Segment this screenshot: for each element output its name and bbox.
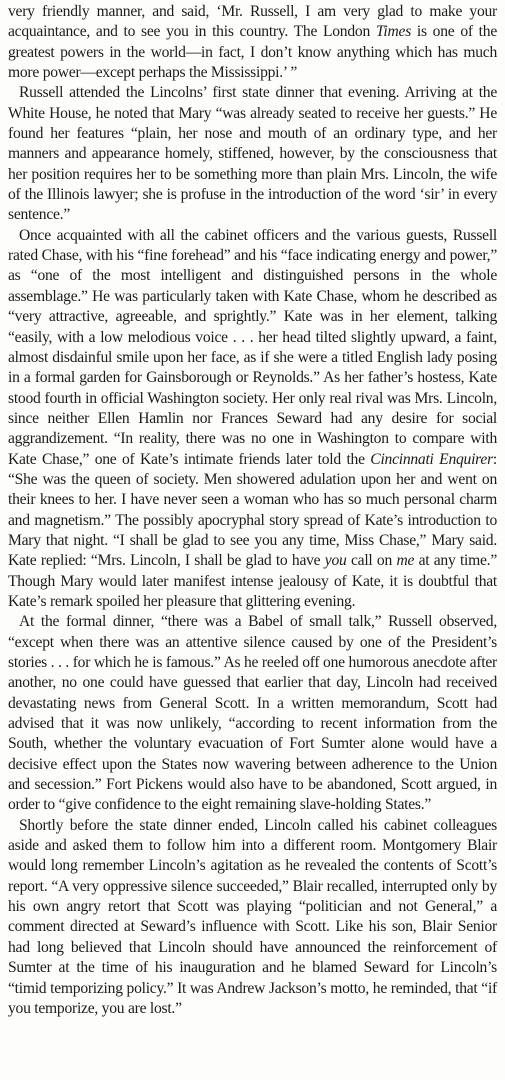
text-run: Russell attended the Lincolns’ first state dinner that evening. Arriving at the White House, he noted that Mary “was already seated to receive her guests.” He found her features “plain, her nose and mouth of an ordinary type, and her manners and appearance homely, stiffened, however, by the consciousness that her position requires her to be something more than plain Mrs. Lincoln, the wife of the Illinois lawyer; she is profuse in the introduction of the word ‘sir’ in every sentence.”	[8, 84, 497, 224]
text-run: is one of the greatest powers in the world—in fact, I don’t know anything which has much more power—except perhaps the Mississippi.’ ”	[8, 23, 497, 82]
italic-title: Times	[375, 23, 412, 41]
italic-emphasis: you	[324, 552, 347, 570]
text-run: : “She was the queen of society. Men showered adulation upon her and went on their knees to her. I have never seen a woman who has so much personal charm and magnetism.” The possibly apocryphal story spread of Kate’s introduction to Mary that night. “I shall be glad to see you any time, Miss Chase,” Mary said. Kate replied: “Mrs. Lincoln, I shall be glad to have	[8, 450, 497, 570]
paragraph-2	[8, 83, 497, 225]
body-text	[8, 2, 497, 1019]
paragraph-4	[8, 612, 497, 815]
text-run: At the formal dinner, “there was a Babel of small talk,” Russell observed, “except when there was an attentive silence caused by one of the President’s stories . . . for which he is famous.” As he reeled off one humorous anecdote after another, no one could have guessed that earlier that day, Lincoln had received devastating news from General Scott. In a written memorandum, Scott had advised that it was now unlikely, “according to recent information from the South, whether the voluntary evacuation of Fort Sumter alone would have a decisive effect upon the States now wavering between adherence to the Union and secession.” Fort Pickens would also have to be abandoned, Scott argued, in order to “give confidence to the eight remaining slave-holding States.”	[8, 613, 497, 814]
italic-title: Cincinnati Enquirer	[370, 450, 493, 468]
text-run: Once acquainted with all the cabinet officers and the various guests, Russell rated Chase, with his “fine forehead” and his “face indicating energy and power,” as “one of the most intelligent and distinguished persons in the whole assemblage.” He was particularly taken with Kate Chase, whom he described as “very attractive, agreeable, and sprightly.” Kate was in her element, talking “easily, with a low melodious voice . . . her head tilted slightly upward, a faint, almost disdainful smile upon her face, as if she were a titled English lady posing in a formal garden for Gainsborough or Reynolds.” As her father’s hostess, Kate stood fourth in official Washington society. Her only real rival was Mrs. Lincoln, since neither Ellen Hamlin nor Frances Seward had any desire for social aggrandizement. “In reality, there was no one in Washington to compare with Kate Chase,” one of Kate’s intimate friends later told the	[8, 226, 497, 468]
paragraph-3	[8, 226, 497, 613]
paragraph-1	[8, 2, 497, 83]
italic-emphasis: me	[396, 552, 415, 570]
text-run: at any time.” Though Mary would later manifest intense jealousy of Kate, it is doubtful that Kate’s remark spoiled her pleasure that glittering evening.	[8, 552, 497, 610]
text-run: very friendly manner, and said, ‘Mr. Russell, I am very glad to make your acquaintance, and to see you in this country. The London	[8, 3, 497, 41]
paragraph-5	[8, 816, 497, 1019]
text-run: Shortly before the state dinner ended, Lincoln called his cabinet colleagues aside and asked them to follow him into a different room. Montgomery Blair would long remember Lincoln’s agitation as he revealed the contents of Scott’s report. “A very oppressive silence succeeded,” Blair recalled, interrupted only by his own angry retort that Scott was playing “politician and not General,” a comment directed at Seward’s influence with Scott. Like his son, Blair Senior had long believed that Lincoln should have announced the reinforcement of Sumter at the time of his inauguration and he blamed Seward for Lincoln’s “timid temporizing policy.” It was Andrew Jackson’s motto, he reminded, that “if you temporize, you are lost.”	[8, 816, 497, 1017]
text-run: call on	[346, 552, 397, 570]
